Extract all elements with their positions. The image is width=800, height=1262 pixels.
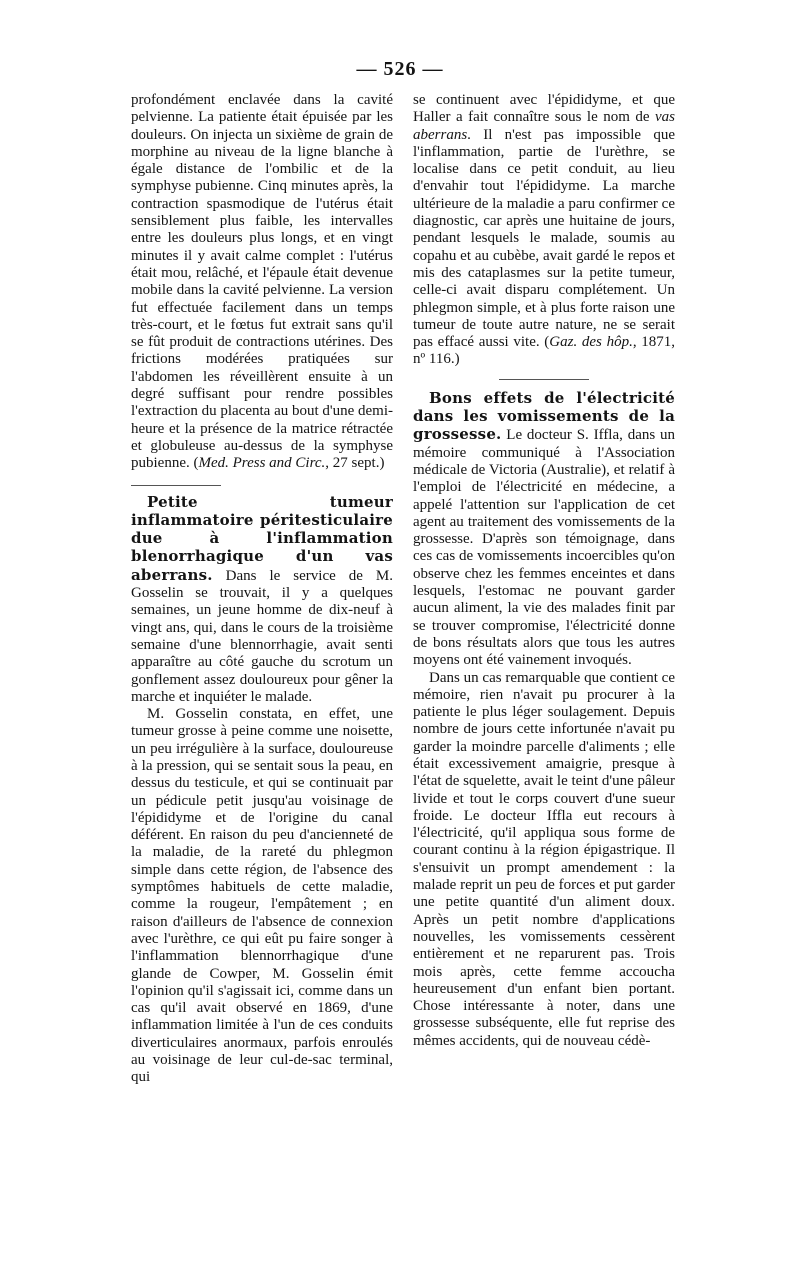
emphasis-term: vas aberrans — [413, 109, 675, 143]
article-paragraph: M. Gosselin constata, en effet, une tumeur grosse à peine comme une noisette, un peu irrégulière à la surface, douloureuse à la pression, qui se sentait sous la peau, en dessus du testicule, et qui se continuait par un pédicule petit jusqu'au voisinage de l'épididyme et de l'origine du canal déférent. En raison du peu d'ancienneté de la maladie, de la rareté du phlegmon simple dans cette région, de l'absence des symptômes habituels de cette maladie, comme la rougeur, l'empâtement ; en raison d'ailleurs de l'absence de connexion avec l'urèthre, ce qui eût pu faire songer à l'inflammation blennorrhagique d'une glande de Cowper, M. Gosselin émit l'opinion qu'il s'agissait ici, comme dans un cas qu'il avait observé en 1869, d'une inflammation limitée à l'un de ces conduits diverticulaires anormaux, parfois enroulés au voisinage de leur cul-de-sac terminal, qui — [131, 706, 393, 1086]
page-number: — 526 — — [356, 58, 444, 80]
article-paragraph — [413, 390, 675, 670]
paragraph-continuation — [413, 92, 675, 369]
citation-date: , 1871, nº 116.) — [413, 334, 676, 368]
paragraph-text: se continuent avec l'épididyme, et que Haller a fait connaître sous le nom de — [413, 92, 675, 126]
section-divider — [499, 379, 589, 380]
citation-source: Gaz. des hôp. — [549, 334, 633, 351]
paragraph-text: Dans le service de M. Gosselin se trouvait, il y a quelques semaines, un jeune homme de dix-neuf à vingt ans, qui, dans le cours de la troisième semaine d'une blennorrhagie, avait senti apparaître au côté gauche du scrotum un gonflement assez douloureux pour gêner la marche et inquiéter le malade. — [131, 567, 393, 705]
paragraph-text: . Il n'est pas impossible que l'inflammation, partie de l'urèthre, se localise dans ce petit conduit, au lieu d'envahir tout l'épididyme. La marche ultérieure de la maladie a paru confirmer ce diagnostic, car après une huitaine de jours, pendant lesquels le malade, soumis au copahu et au cubèbe, avait gardé le repos et mis des cataplasmes sur la petite tumeur, celle-ci avait disparu complétement. Un phlegmon simple, et à plus forte raison une tumeur de toute autre nature, ne se serait pas effacé aussi vite. ( — [413, 126, 675, 351]
article-heading: Petite tumeur inflammatoire péritesticulaire due à l'inflammation blenorrhagique d'un vas aberrans. — [131, 492, 393, 584]
section-divider — [131, 485, 221, 486]
left-column — [131, 92, 393, 1087]
paragraph-text: Le docteur S. Iffla, dans un mémoire communiqué à l'Association médicale de Victoria (Australie), et relatif à l'emploi de l'électricité en médecine, a appelé l'attention sur l'application de cet agent au traitement des vomissements de la grossesse. D'après son témoignage, dans ces cas de vomissements incoercibles qu'on observe chez les femmes enceintes et dans lesquels, l'estomac ne pouvant garder aucun aliment, la vie des malades finit par se trouver compromise, l'électricité donne de bons résultats alors que tous les autres moyens ont été vainement invoqués. — [413, 427, 675, 669]
paragraph-text: profondément enclavée dans la cavité pelvienne. La patiente était épuisée par les douleurs. On injecta un sixième de grain de morphine au niveau de la ligne blanche à égale distance de l'ombilic et de la symphyse pubienne. Cinq minutes après, la contraction spasmodique de l'utérus était sensiblement plus faible, les intervalles entre les douleurs plus longs, et en vingt minutes il y avait calme complet : l'utérus était mou, relâché, et l'épaule était devenue mobile dans la cavité pelvienne. La version fut effectuée facilement dans un temps très-court, et le fœtus fut extrait sans qu'il se fût produit de contractions utérines. Des frictions modérées pratiquées sur l'abdomen les réveillèrent ensuite à un degré suffisant pour rendre possibles l'extraction du placenta au bout d'une demi-heure et la présence de la matrice rétractée et globuleuse au-dessus de la symphyse pubienne. ( — [131, 92, 393, 472]
article-heading: Bons effets de l'électricité dans les vomissements de la grossesse. — [413, 388, 675, 444]
article-paragraph: Dans un cas remarquable que contient ce mémoire, rien n'avait pu procurer à la patiente le plus léger soulagement. Depuis nombre de jours cette infortunée n'avait pu garder la moindre parcelle d'aliments ; elle était excessivement amaigrie, presque à l'état de squelette, avait le teint d'une pâleur livide et tout le corps couvert d'une sueur froide. Le docteur Iffla eut recours à l'électricité, qu'il appliqua sous forme de courant continu à la région épigastrique. Il s'ensuivit un prompt amendement : la malade reprit un peu de forces et put garder une petite quantité d'un aliment doux. Après un petit nombre d'applications nouvelles, les vomissements cessèrent entièrement et ne reparurent pas. Trois mois après, cette femme accoucha heureusement d'un enfant bien portant. Chose intéressante à noter, dans une grossesse subséquente, elle fut reprise des mêmes accidents, qui de nouveau cédè- — [413, 669, 675, 1049]
paragraph-continuation — [131, 92, 393, 473]
citation-source: Med. Press and Circ. — [198, 455, 326, 472]
article-paragraph — [131, 494, 393, 707]
right-column — [413, 92, 675, 1050]
citation-date: , 27 sept.) — [325, 455, 385, 472]
